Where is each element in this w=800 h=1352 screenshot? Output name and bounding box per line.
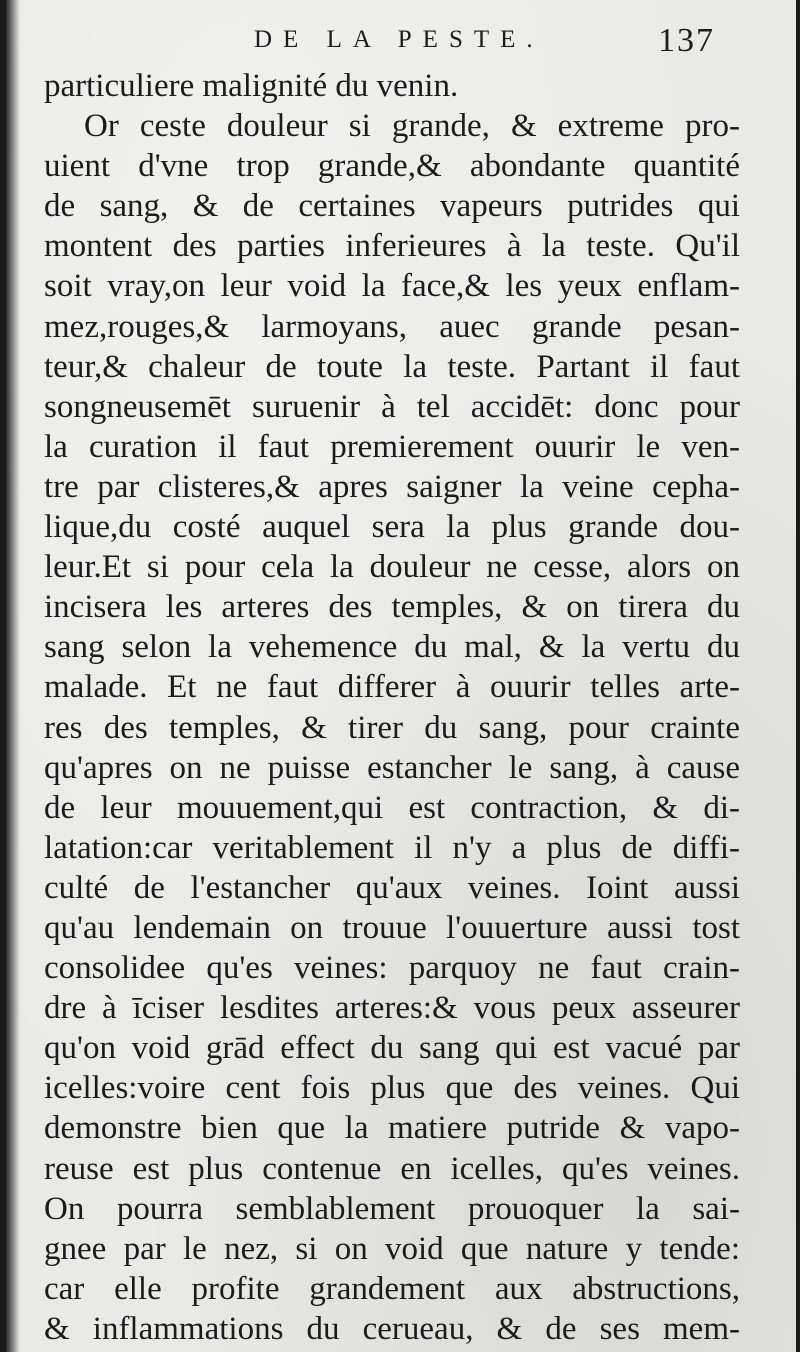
- text-line: malade. Et ne faut differer à ouurir telles arte-: [44, 669, 740, 706]
- text-line: sang selon la vehemence du mal, & la vertu du: [44, 629, 740, 666]
- body-text: [44, 66, 740, 1349]
- text-line: particuliere malignité du venin.: [44, 68, 459, 104]
- text-line: qu'on void grād effect du sang qui est vacué par: [44, 1030, 740, 1067]
- text-line: qu'apres on ne puisse estancher le sang, à cause: [44, 749, 740, 786]
- text-line: tre par clisteres,& apres saigner la veine cepha-: [44, 468, 740, 505]
- text-line: songneusemēt suruenir à tel accidēt: donc pour: [44, 388, 740, 425]
- text-line: icelles:voire cent fois plus que des veines. Qui: [44, 1070, 740, 1107]
- text-line: la curation il faut premierement ouurir le ven-: [44, 428, 740, 465]
- page-header: [6, 22, 796, 66]
- book-page: [6, 0, 796, 1352]
- text-line: lique,du costé auquel sera la plus grande dou-: [44, 509, 740, 546]
- running-title: DE LA PESTE.: [254, 26, 544, 53]
- page-gutter-shadow: [6, 0, 20, 1352]
- text-line: de sang, & de certaines vapeurs putrides qui: [44, 188, 740, 225]
- text-line: mez,rouges,& larmoyans, auec grande pesan-: [44, 308, 740, 345]
- text-line: culté de l'estancher qu'aux veines. Ioint aussi: [44, 869, 740, 906]
- text-line: car elle profite grandement aux abstructions,: [44, 1270, 740, 1307]
- text-line: de leur mouuement,qui est contraction, & di-: [44, 789, 740, 826]
- text-line: montent des parties inferieures à la teste. Qu'il: [44, 228, 740, 265]
- page-number: 137: [658, 22, 715, 59]
- text-line: gnee par le nez, si on void que nature y tende:: [44, 1230, 740, 1267]
- text-line: dre à īciser lesdites arteres:& vous peux asseurer: [44, 990, 740, 1027]
- text-line: leur.Et si pour cela la douleur ne cesse, alors on: [44, 549, 740, 586]
- text-line: Or ceste douleur si grande, & extreme pro-: [84, 108, 740, 145]
- text-line: On pourra semblablement prouoquer la sai-: [44, 1190, 740, 1227]
- text-line: & inflammations du cerueau, & de ses mem-: [44, 1310, 740, 1347]
- text-line: incisera les arteres des temples, & on tirera du: [44, 589, 740, 626]
- text-line: reuse est plus contenue en icelles, qu'es veines.: [44, 1150, 740, 1187]
- text-line: uient d'vne trop grande,& abondante quantité: [44, 148, 740, 185]
- text-line: res des temples, & tirer du sang, pour crainte: [44, 709, 740, 746]
- text-line: latation:car veritablement il n'y a plus de diffi-: [44, 829, 740, 866]
- text-line: teur,& chaleur de toute la teste. Partant il faut: [44, 348, 740, 385]
- text-line: qu'au lendemain on trouue l'ouuerture aussi tost: [44, 909, 740, 946]
- text-line: soit vray,on leur void la face,& les yeux enflam-: [44, 268, 740, 305]
- text-line: demonstre bien que la matiere putride & vapo-: [44, 1110, 740, 1147]
- text-line: consolidee qu'es veines: parquoy ne faut crain-: [44, 950, 740, 987]
